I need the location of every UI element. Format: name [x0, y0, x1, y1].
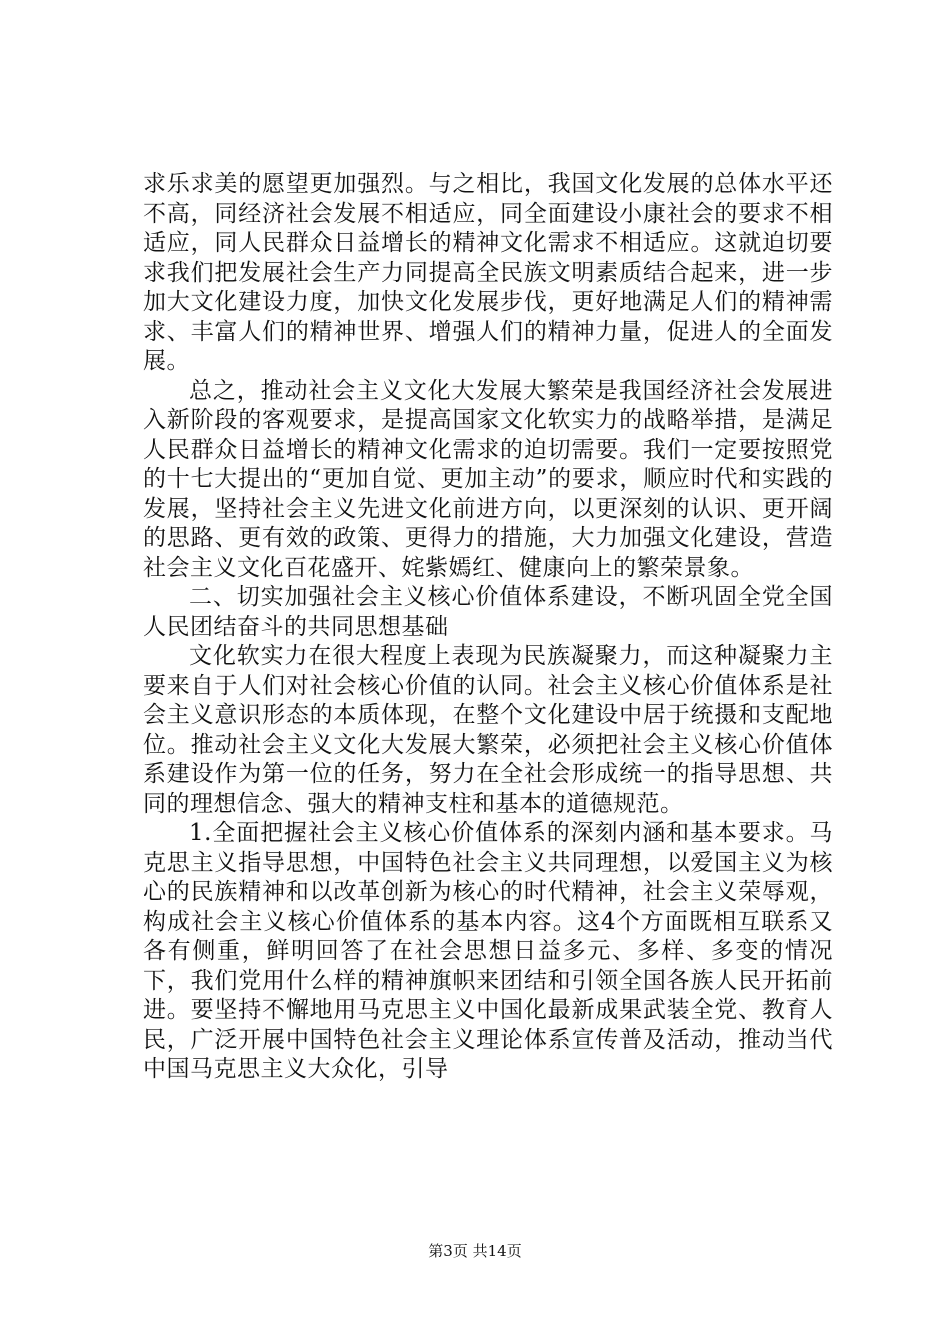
document-body: [143, 170, 833, 1085]
paragraph-continuation: 求乐求美的愿望更加强烈。与之相比，我国文化发展的总体水平还不高，同经济社会发展不相适应，同全面建设小康社会的要求不相适应，同人民群众日益增长的精神文化需求不相适应。这就迫切要求我们把发展社会生产力同提高全民族文明素质结合起来，进一步加大文化建设力度，加快文化发展步伐，更好地满足人们的精神需求、丰富人们的精神世界、增强人们的精神力量，促进人的全面发展。: [143, 171, 833, 374]
section-heading: 二、切实加强社会主义核心价值体系建设，不断巩固全党全国人民团结奋斗的共同思想基础: [143, 584, 833, 640]
paragraph-summary: 总之，推动社会主义文化大发展大繁荣是我国经济社会发展进入新阶段的客观要求，是提高国家文化软实力的战略举措，是满足人民群众日益增长的精神文化需求的迫切需要。我们一定要按照党的十七大提出的“更加自觉、更加主动”的要求，顺应时代和实践的发展，坚持社会主义先进文化前进方向，以更深刻的认识、更开阔的思路、更有效的政策、更得力的措施，大力加强文化建设，营造社会主义文化百花盛开、姹紫嫣红、健康向上的繁荣景象。: [143, 377, 833, 581]
page-footer: 第3页 共14页: [428, 1242, 522, 1260]
paragraph-point-1: 1.全面把握社会主义核心价值体系的深刻内涵和基本要求。马克思主义指导思想，中国特色社会主义共同理想，以爱国主义为核心的民族精神和以改革创新为核心的时代精神，社会主义荣辱观，构成社会主义核心价值体系的基本内容。这4个方面既相互联系又各有侧重，鲜明回答了在社会思想日益多元、多样、多变的情况下，我们党用什么样的精神旗帜来团结和引领全国各族人民开拓前进。要坚持不懈地用马克思主义中国化最新成果武装全党、教育人民，广泛开展中国特色社会主义理论体系宣传普及活动，推动当代中国马克思主义大众化，引导: [143, 820, 833, 1082]
paragraph-soft-power: 文化软实力在很大程度上表现为民族凝聚力，而这种凝聚力主要来自于人们对社会核心价值的认同。社会主义核心价值体系是社会主义意识形态的本质体现，在整个文化建设中居于统摄和支配地位。推动社会主义文化大发展大繁荣，必须把社会主义核心价值体系建设作为第一位的任务，努力在全社会形成统一的指导思想、共同的理想信念、强大的精神支柱和基本的道德规范。: [143, 643, 833, 817]
